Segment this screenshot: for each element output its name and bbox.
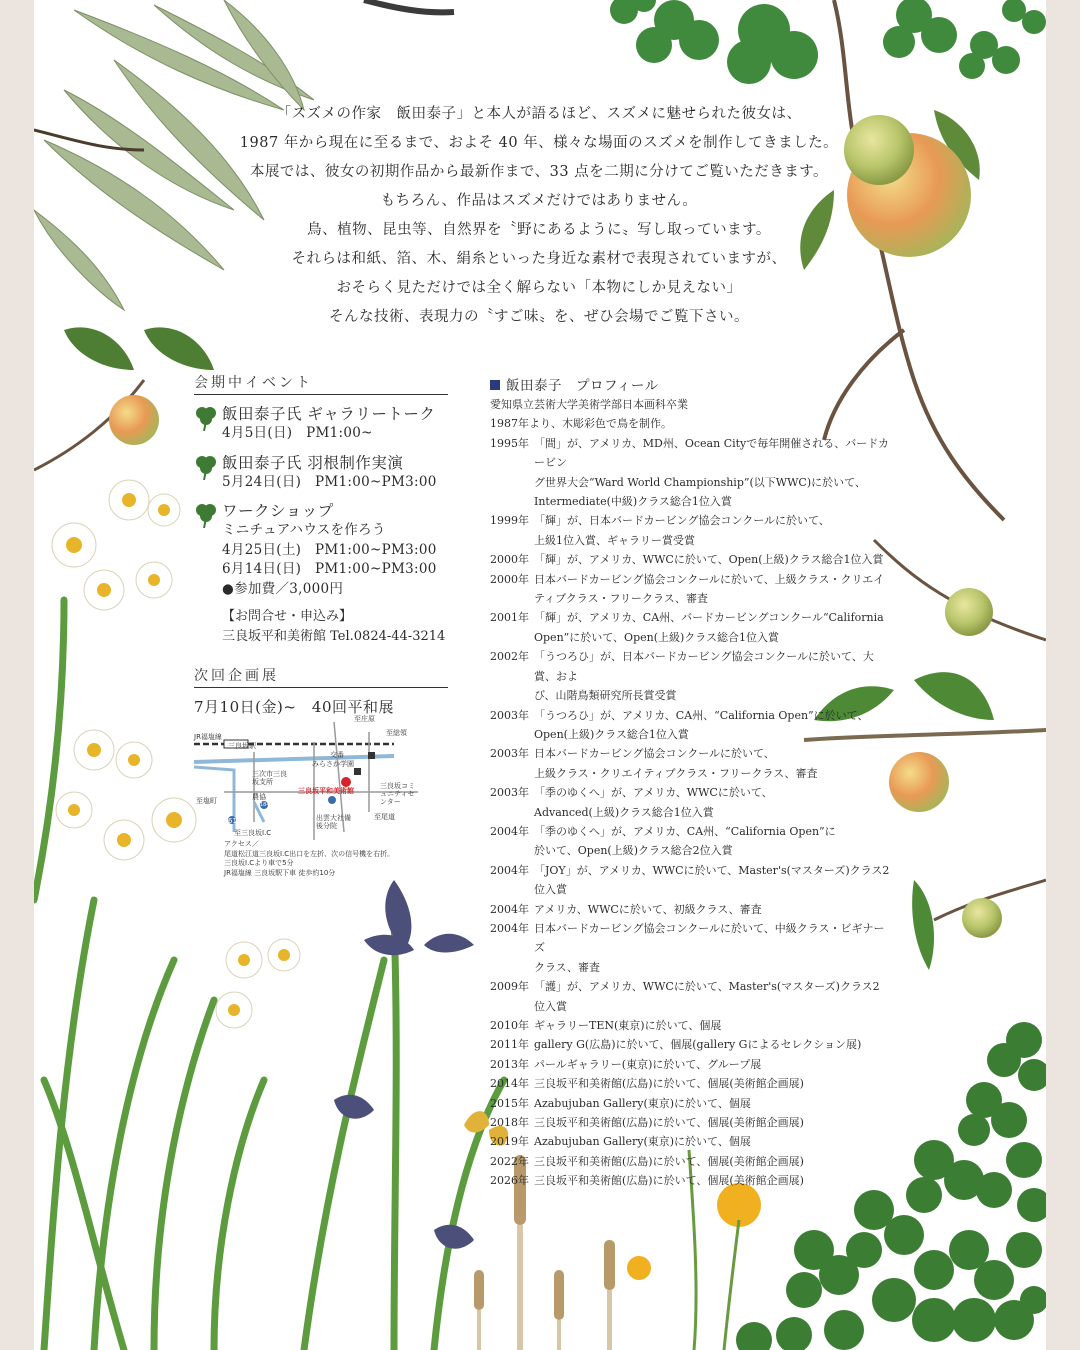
intro-line: それらは和紙、箔、木、絹糸といった身近な素材で表現されていますが、 bbox=[291, 251, 787, 267]
event-feather-demo bbox=[194, 453, 464, 493]
intro-line: 本展では、彼女の初期作品から最新作まで、33 点を二期に分けてご覧いただきます。 bbox=[249, 164, 829, 180]
square-bullet-icon bbox=[490, 380, 500, 390]
intro-line: もちろん、作品はスズメだけではありません。 bbox=[380, 193, 698, 209]
history-line: gallery G(広島)に於いて、個展(gallery Gによるセレクション展) bbox=[534, 1038, 862, 1052]
intro-line: 1987 年から現在に至るまで、およそ 40 年、様々な場面のスズメを制作してきました。 bbox=[239, 135, 839, 151]
map-label-community-center: 三良坂コミュニティセンター bbox=[380, 782, 415, 806]
history-entry bbox=[490, 1132, 890, 1151]
history-year: 2004年 bbox=[490, 902, 529, 916]
history-text bbox=[534, 861, 890, 900]
history-line: 日本バードカービング協会コンクールに於いて、中級クラス・ビギナーズ bbox=[534, 921, 885, 955]
next-exhibition bbox=[194, 665, 464, 717]
history-year: 2019年 bbox=[490, 1135, 529, 1149]
history-entry bbox=[490, 783, 890, 822]
inquiry-contact: 三良坂平和美術館 Tel.0824-44-3214 bbox=[222, 629, 446, 644]
history-line: 「季のゆくへ」が、アメリカ、WWCに於いて、 bbox=[534, 786, 773, 800]
history-entry bbox=[490, 1055, 890, 1074]
history-year: 1995年 bbox=[490, 436, 529, 450]
history-line: 三良坂平和美術館(広島)に於いて、個展(美術館企画展) bbox=[534, 1116, 804, 1130]
intro-line: そんな技術、表現力の〝すご味〟を、ぜひ会場でご覧下さい。 bbox=[329, 309, 749, 325]
history-line: 三良坂平和美術館(広島)に於いて、個展(美術館企画展) bbox=[534, 1077, 804, 1091]
history-entry bbox=[490, 900, 890, 919]
history-text bbox=[534, 919, 890, 977]
history-line: 於いて、Open(上級)クラス総合2位入賞 bbox=[534, 844, 733, 858]
map-label-to-sosha: 至総領 bbox=[386, 729, 407, 737]
events-section bbox=[194, 372, 464, 717]
history-line: 「JOY」が、アメリカ、WWCに於いて、Master's(マスターズ)クラス2位入賞 bbox=[534, 863, 890, 897]
history-line: 「輝」が、日本バードカービング協会コンクールに於いて、 bbox=[534, 514, 830, 528]
history-year: 2022年 bbox=[490, 1154, 529, 1168]
history-text bbox=[534, 608, 890, 647]
history-line: クラス、審査 bbox=[534, 960, 600, 974]
history-year: 2009年 bbox=[490, 980, 529, 994]
event-date: 6月14日(日) PM1:00~PM3:00 bbox=[222, 561, 437, 577]
history-text bbox=[534, 783, 890, 822]
map-label-station: 三良坂駅 bbox=[228, 742, 256, 750]
history-line: 三良坂平和美術館(広島)に於いて、個展(美術館企画展) bbox=[534, 1174, 804, 1188]
inquiry bbox=[194, 607, 464, 647]
history-year: 2001年 bbox=[490, 611, 529, 625]
event-title: ワークショップ bbox=[222, 502, 334, 520]
history-text bbox=[534, 822, 890, 861]
history-entry bbox=[490, 822, 890, 861]
history-entry bbox=[490, 1094, 890, 1113]
history-entry bbox=[490, 608, 890, 647]
poster bbox=[34, 0, 1046, 1350]
history-text bbox=[534, 1152, 890, 1171]
next-exhibition-text: 7月10日(金)~ 40回平和展 bbox=[194, 698, 394, 716]
history-entry bbox=[490, 1074, 890, 1093]
history-year: 1999年 bbox=[490, 514, 529, 528]
history-text bbox=[534, 511, 890, 550]
history-entry bbox=[490, 1016, 890, 1035]
history-year: 2026年 bbox=[490, 1174, 529, 1188]
history-entry bbox=[490, 1171, 890, 1190]
history-year: 2000年 bbox=[490, 553, 529, 567]
map-label-to-ic: 至三良坂I.C bbox=[234, 829, 272, 837]
history-entry bbox=[490, 647, 890, 705]
history-line: Intermediate(中級)クラス総合1位入賞 bbox=[534, 495, 732, 509]
history-line: Open”に於いて、Open(上級)クラス総合1位入賞 bbox=[534, 630, 779, 644]
access-line: 三良坂I.Cより車で5分 bbox=[224, 859, 294, 867]
history-entry bbox=[490, 1152, 890, 1171]
event-workshop bbox=[194, 501, 464, 599]
history-text bbox=[534, 434, 890, 512]
access-map bbox=[194, 712, 418, 887]
history-text bbox=[534, 900, 890, 919]
history-line: 上級クラス・クリエイティブクラス・フリークラス、審査 bbox=[534, 766, 818, 780]
history-text bbox=[534, 1055, 890, 1074]
history-text bbox=[534, 570, 890, 609]
map-label-jr-line: JR福塩線 bbox=[194, 733, 222, 741]
history-entry bbox=[490, 434, 890, 512]
history-entry bbox=[490, 550, 890, 569]
history-line: Advanced(上級)クラス総合1位入賞 bbox=[534, 805, 714, 819]
inquiry-label: 【お問合せ・申込み】 bbox=[222, 609, 353, 624]
profile-intro bbox=[490, 395, 890, 434]
history-text bbox=[534, 1171, 890, 1190]
history-line: 三良坂平和美術館(広島)に於いて、個展(美術館企画展) bbox=[534, 1154, 804, 1168]
history-entry bbox=[490, 1113, 890, 1132]
event-date: 4月25日(土) PM1:00~PM3:00 bbox=[222, 541, 437, 558]
history-year: 2010年 bbox=[490, 1019, 529, 1032]
access-line: アクセス／ bbox=[224, 840, 259, 848]
history-line: グ世界大会“Ward World Championship”(以下WWC)に於いて、 bbox=[534, 475, 866, 489]
profile-history bbox=[490, 434, 890, 1191]
history-entry bbox=[490, 861, 890, 900]
history-line: 「うつろひ」が、日本バードカービング協会コンクールに於いて、大賞、およ bbox=[534, 650, 874, 683]
history-year: 2003年 bbox=[490, 747, 529, 761]
history-text bbox=[534, 1016, 890, 1035]
events-heading: 会期中イベント bbox=[194, 372, 448, 395]
history-line: 日本バードカービング協会コンクールに於いて、 bbox=[534, 747, 775, 761]
history-line: 日本バードカービング協会コンクールに於いて、上級クラス・クリエイ bbox=[534, 572, 885, 586]
history-text bbox=[534, 1074, 890, 1093]
history-text bbox=[534, 1132, 890, 1151]
history-year: 2013年 bbox=[490, 1057, 529, 1071]
history-line: ギャラリーTEN(東京)に於いて、個展 bbox=[534, 1019, 722, 1032]
history-line: 上級1位入賞、ギャラリー賞受賞 bbox=[534, 533, 695, 547]
history-year: 2003年 bbox=[490, 786, 529, 800]
history-year: 2000年 bbox=[490, 572, 529, 586]
history-year: 2002年 bbox=[490, 650, 529, 664]
history-entry bbox=[490, 744, 890, 783]
history-text bbox=[534, 1094, 890, 1113]
next-exhibition-heading: 次回企画展 bbox=[194, 665, 448, 688]
event-fee: ●参加費／3,000円 bbox=[222, 580, 344, 597]
clover-icon bbox=[194, 454, 218, 480]
access-line: JR福塩線 三良坂駅下車 徒歩約10分 bbox=[224, 868, 336, 877]
map-label-to-onomichi: 至尾道 bbox=[374, 813, 395, 821]
history-line: 「護」が、アメリカ、WWCに於いて、Master's(マスターズ)クラス2位入賞 bbox=[534, 980, 880, 1013]
map-label-school: みらさか学園 bbox=[312, 760, 354, 768]
map-label-shrine: 出雲大社備後分院 bbox=[316, 814, 351, 830]
history-text bbox=[534, 706, 890, 745]
event-title: 飯田泰子氏 羽根制作実演 bbox=[222, 453, 404, 472]
intro-line: おそらく見ただけでは全く解らない「本物にしか見えない」 bbox=[336, 280, 742, 296]
history-entry bbox=[490, 1035, 890, 1054]
history-line: 「輝」が、アメリカ、CA州、バードカービングコンクール“California bbox=[534, 611, 884, 625]
history-year: 2018年 bbox=[490, 1116, 529, 1130]
clover-top bbox=[610, 0, 1046, 84]
history-year: 2014年 bbox=[490, 1077, 529, 1091]
history-entry bbox=[490, 977, 890, 1016]
history-line: び、山階鳥類研究所長賞受賞 bbox=[534, 689, 677, 703]
history-line: 「輝」が、アメリカ、WWCに於いて、Open(上級)クラス総合1位入賞 bbox=[534, 553, 884, 567]
history-year: 2004年 bbox=[490, 921, 529, 935]
profile-intro-line: 1987年より、木彫彩色で鳥を制作。 bbox=[490, 417, 672, 431]
history-line: 「うつろひ」が、アメリカ、CA州、“California Open”に於いて、 bbox=[534, 708, 869, 722]
map-label-museum: 三良坂平和美術館 bbox=[298, 787, 354, 795]
event-gallery-talk bbox=[194, 404, 464, 444]
history-entry bbox=[490, 706, 890, 745]
history-entry bbox=[490, 919, 890, 977]
history-line: Open(上級)クラス総合1位入賞 bbox=[534, 727, 689, 741]
event-date: 5月24日(日) PM1:00~PM3:00 bbox=[222, 473, 437, 490]
map-label-to-shioucho: 至塩町 bbox=[196, 797, 217, 805]
history-text bbox=[534, 977, 890, 1016]
intro-text bbox=[184, 100, 894, 332]
history-line: アメリカ、WWCに於いて、初級クラス、審査 bbox=[534, 902, 762, 916]
history-year: 2004年 bbox=[490, 863, 529, 877]
history-line: 「間」が、アメリカ、MD州、Ocean Cityで毎年開催される、バードカービン bbox=[534, 436, 889, 470]
map-label-to-shobara: 至庄原 bbox=[354, 715, 375, 723]
history-line: ティブクラス・フリークラス、審査 bbox=[534, 592, 709, 606]
history-entry bbox=[490, 570, 890, 609]
history-year: 2003年 bbox=[490, 708, 529, 722]
history-year: 2015年 bbox=[490, 1096, 529, 1110]
map-label-branch-office: 三次市三良坂支所 bbox=[252, 770, 287, 786]
history-line: 「季のゆくへ」が、アメリカ、CA州、“California Open”に bbox=[534, 824, 836, 838]
history-line: パールギャラリー(東京)に於いて、グループ展 bbox=[534, 1057, 762, 1071]
map-label-kouban: 交番 bbox=[330, 751, 344, 759]
history-year: 2011年 bbox=[490, 1038, 529, 1052]
access-line: 尾道松江道三良坂I.C出口を左折、次の信号機を右折。 bbox=[224, 849, 395, 858]
history-text bbox=[534, 1113, 890, 1132]
event-subtitle: ミニチュアハウスを作ろう bbox=[222, 522, 386, 538]
profile-heading: 飯田泰子 プロフィール bbox=[506, 378, 659, 394]
history-line: Azabujuban Gallery(東京)に於いて、個展 bbox=[534, 1135, 751, 1149]
event-date: 4月5日(日) PM1:00~ bbox=[222, 425, 373, 441]
map-label-route-184: 184 bbox=[260, 802, 270, 808]
map-label-route-61: 61 bbox=[228, 817, 237, 825]
history-year: 2004年 bbox=[490, 824, 529, 838]
history-line: Azabujuban Gallery(東京)に於いて、個展 bbox=[534, 1096, 751, 1110]
profile-section bbox=[490, 374, 890, 1191]
history-text bbox=[534, 744, 890, 783]
history-text bbox=[534, 1035, 890, 1054]
intro-line: 鳥、植物、昆虫等、自然界を〝野にあるように〟写し取っています。 bbox=[307, 222, 771, 238]
history-text bbox=[534, 647, 890, 705]
history-text bbox=[534, 550, 890, 569]
map-label-nokyo: 農協 bbox=[252, 793, 266, 801]
profile-heading-row bbox=[490, 374, 890, 394]
profile-intro-line: 愛知県立芸術大学美術学部日本画科卒業 bbox=[490, 398, 688, 411]
intro-line: 「スズメの作家 飯田泰子」と本人が語るほど、スズメに魅せられた彼女は、 bbox=[276, 106, 802, 122]
history-entry bbox=[490, 511, 890, 550]
clover-icon bbox=[194, 502, 218, 528]
event-title: 飯田泰子氏 ギャラリートーク bbox=[222, 405, 436, 423]
access-info bbox=[224, 840, 394, 878]
clover-icon bbox=[194, 405, 218, 431]
